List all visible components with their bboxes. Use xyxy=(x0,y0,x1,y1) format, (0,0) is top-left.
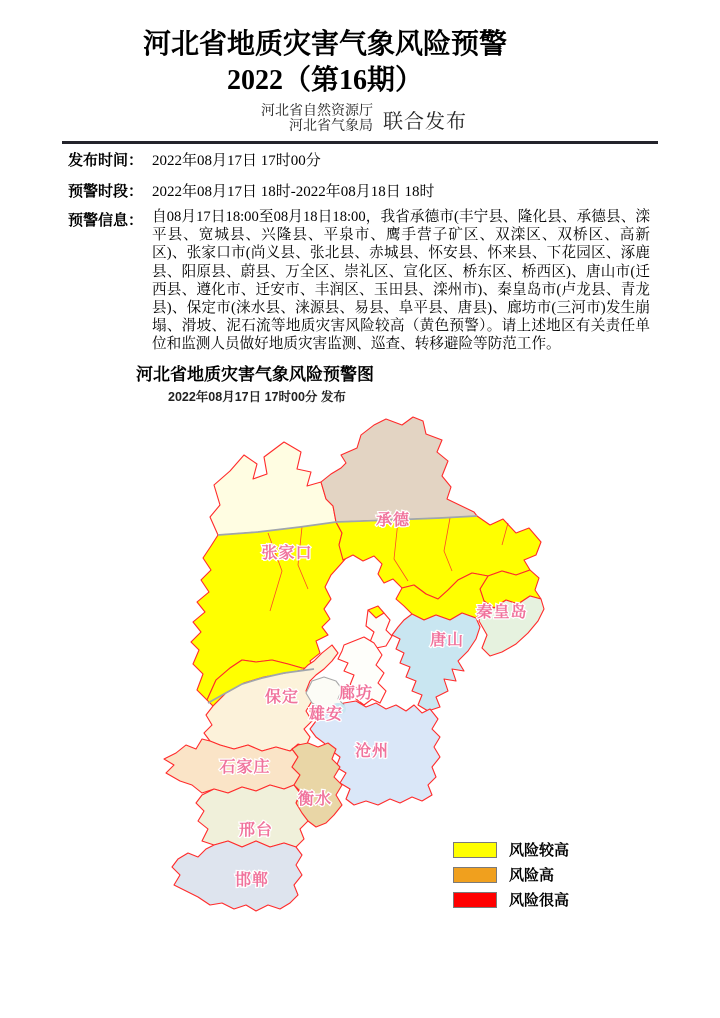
field-label-warning-period: 预警时段： xyxy=(68,184,144,200)
map-region-chengde-north xyxy=(321,417,477,522)
region-label-cangzhou: 沧州 xyxy=(354,743,390,760)
legend-row-very-high-risk xyxy=(453,887,569,912)
publisher-line2: 河北省气象局 xyxy=(289,119,373,134)
legend-label-high-risk: 风险高 xyxy=(509,867,555,884)
header-divider xyxy=(62,141,658,144)
doc-title-line2: 2022（第16期） xyxy=(226,65,423,96)
map-legend xyxy=(453,837,569,912)
region-label-xingtai: 邢台 xyxy=(238,822,274,839)
legend-row-higher-risk xyxy=(453,837,569,862)
legend-swatch-orange xyxy=(453,867,497,883)
region-label-langfang: 廊坊 xyxy=(338,685,374,702)
field-value-release-time: 2022年08月17日 17时00分 xyxy=(152,153,321,169)
field-label-release-time: 发布时间： xyxy=(68,153,144,169)
field-label-warning-info: 预警信息： xyxy=(68,213,144,229)
doc-title-line1: 河北省地质灾害气象风险预警 xyxy=(142,29,507,60)
region-label-chengde: 承德 xyxy=(375,512,411,529)
region-label-qinhuangdao: 秦皇岛 xyxy=(476,604,528,621)
legend-label-higher-risk: 风险较高 xyxy=(509,842,570,859)
map-subtitle: 2022年08月17日 17时00分 发布 xyxy=(168,390,346,404)
risk-map xyxy=(150,413,570,935)
map-title: 河北省地质灾害气象风险预警图 xyxy=(136,365,374,384)
legend-swatch-red xyxy=(453,892,497,908)
map-region-zhangjiakou-north xyxy=(210,442,336,535)
region-label-zhangjiakou: 张家口 xyxy=(261,545,313,562)
region-label-hengshui: 衡水 xyxy=(297,791,333,808)
warning-info-paragraph: 自08月17日18:00至08月18日18:00，我省承德市(丰宁县、隆化县、承德县、滦平县、宽城县、兴隆县、平泉市、鹰手营子矿区、双滦区、双桥区、高新区)、张家口市(尚义县、张北县、赤城县、怀安县、怀来县、下花园区、涿鹿县、阳原县、蔚县、万全区、崇礼区、宣化区、桥东区、桥西区)、唐山市(迁西县、遵化市、迁安市、丰润区、玉田县、滦州市)、秦皇岛市(卢龙县、青龙县)、保定市(涞水县、涞源县、易县、阜平县、唐县)、廊坊市(三河市)发生崩塌、滑坡、泥石流等地质灾害风险较高（黄色预警）。请上述地区有关责任单位和监测人员做好地质灾害监测、巡查、转移避险等防范工作。 xyxy=(152,209,650,353)
field-value-warning-period: 2022年08月17日 18时-2022年08月18日 18时 xyxy=(152,184,435,200)
legend-label-very-high-risk: 风险很高 xyxy=(509,892,570,909)
region-label-baoding: 保定 xyxy=(264,689,300,706)
legend-row-high-risk xyxy=(453,862,569,887)
region-label-shijiazhuang: 石家庄 xyxy=(219,759,271,776)
region-label-xiongan: 雄安 xyxy=(308,706,344,723)
region-label-handan: 邯郸 xyxy=(234,872,270,889)
publisher-block xyxy=(255,104,467,134)
map-region-tangshan-south xyxy=(392,613,480,711)
publisher-line1: 河北省自然资源厅 xyxy=(261,104,373,119)
region-label-tangshan: 唐山 xyxy=(429,632,465,649)
publisher-joint-label: 联合发布 xyxy=(383,110,467,133)
legend-swatch-yellow xyxy=(453,842,497,858)
